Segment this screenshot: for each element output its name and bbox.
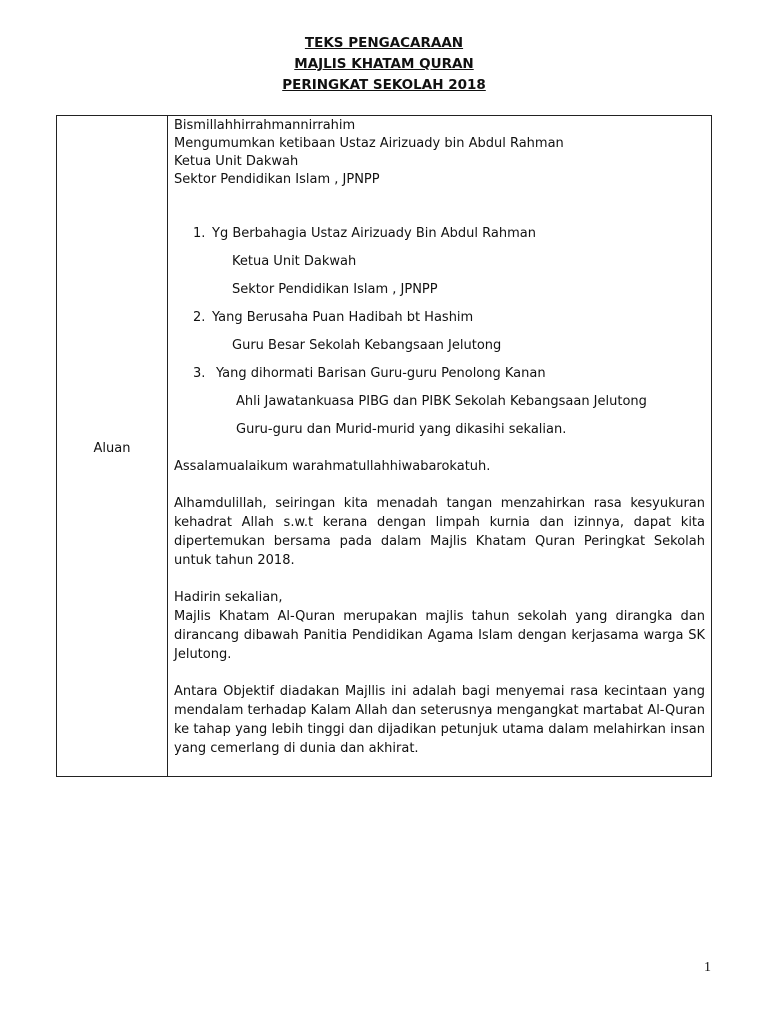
guest-title: Yang dihormati Barisan Guru-guru Penolong Kanan	[216, 366, 546, 381]
title-line-1: TEKS PENGACARAAN	[304, 35, 464, 51]
intro-line: Sektor Pendidikan Islam , JPNPP	[174, 172, 380, 187]
title-line-3: PERINGKAT SEKOLAH 2018	[282, 77, 486, 93]
list-number: 1.	[193, 226, 206, 241]
document-title-block	[0, 33, 768, 96]
list-number: 3.	[193, 366, 206, 381]
guest-title: Yang Berusaha Puan Hadibah bt Hashim	[212, 310, 474, 325]
list-item	[174, 360, 705, 444]
paragraph-body: Majlis Khatam Al-Quran merupakan majlis tahun sekolah yang dirangka dan dirancang dibawah Panitia Pendidikan Agama Islam dengan kerjasama warga SK Jelutong.	[174, 609, 705, 662]
paragraph-objective: Antara Objektif diadakan Majllis ini adalah bagi menyemai rasa kecintaan yang mendalam terhadap Kalam Allah dan seterusnya mengangkat martabat Al-Quran ke tahap yang lebih tinggi dan dijadikan petunjuk utama dalam melahirkan insan yang cemerlang di dunia dan akhirat.	[174, 684, 705, 756]
paragraph-audience	[174, 588, 705, 664]
section-content-cell	[168, 116, 712, 777]
script-table	[56, 115, 712, 777]
guest-title: Yg Berbahagia Ustaz Airizuady Bin Abdul Rahman	[212, 226, 536, 241]
section-label-cell	[57, 116, 168, 777]
paragraph-heading: Hadirin sekalian,	[174, 590, 283, 605]
paragraph-gratitude: Alhamdulillah, seiringan kita menadah tangan menzahirkan rasa kesyukuran kehadrat Allah s.w.t kerana dengan limpah kurnia dan izinnya, dapat kita dipertemukan bersama pada dalam Majlis Khatam Quran Peringkat Sekolah untuk tahun 2018.	[174, 496, 705, 568]
guest-subline: Sektor Pendidikan Islam , JPNPP	[232, 282, 438, 297]
intro-line: Ketua Unit Dakwah	[174, 154, 299, 169]
section-label: Aluan	[93, 440, 131, 456]
list-item	[174, 304, 705, 360]
guest-subline: Ahli Jawatankuasa PIBG dan PIBK Sekolah Kebangsaan Jelutong	[236, 394, 647, 409]
intro-line: Mengumumkan ketibaan Ustaz Airizuady bin Abdul Rahman	[174, 136, 564, 151]
table-row	[57, 116, 712, 777]
guest-list	[174, 220, 705, 444]
greeting-paragraph: Assalamualaikum warahmatullahhiwabarokatuh.	[174, 459, 491, 474]
page-number: 1	[704, 960, 711, 975]
guest-subline: Ketua Unit Dakwah	[232, 254, 357, 269]
guest-subline: Guru Besar Sekolah Kebangsaan Jelutong	[232, 338, 502, 353]
title-line-2: MAJLIS KHATAM QURAN	[294, 56, 474, 72]
list-number: 2.	[193, 310, 206, 325]
intro-line: Bismillahhirrahmannirrahim	[174, 118, 356, 133]
intro-block	[174, 117, 705, 189]
guest-subline: Guru-guru dan Murid-murid yang dikasihi sekalian.	[236, 422, 567, 437]
list-item	[174, 220, 705, 304]
